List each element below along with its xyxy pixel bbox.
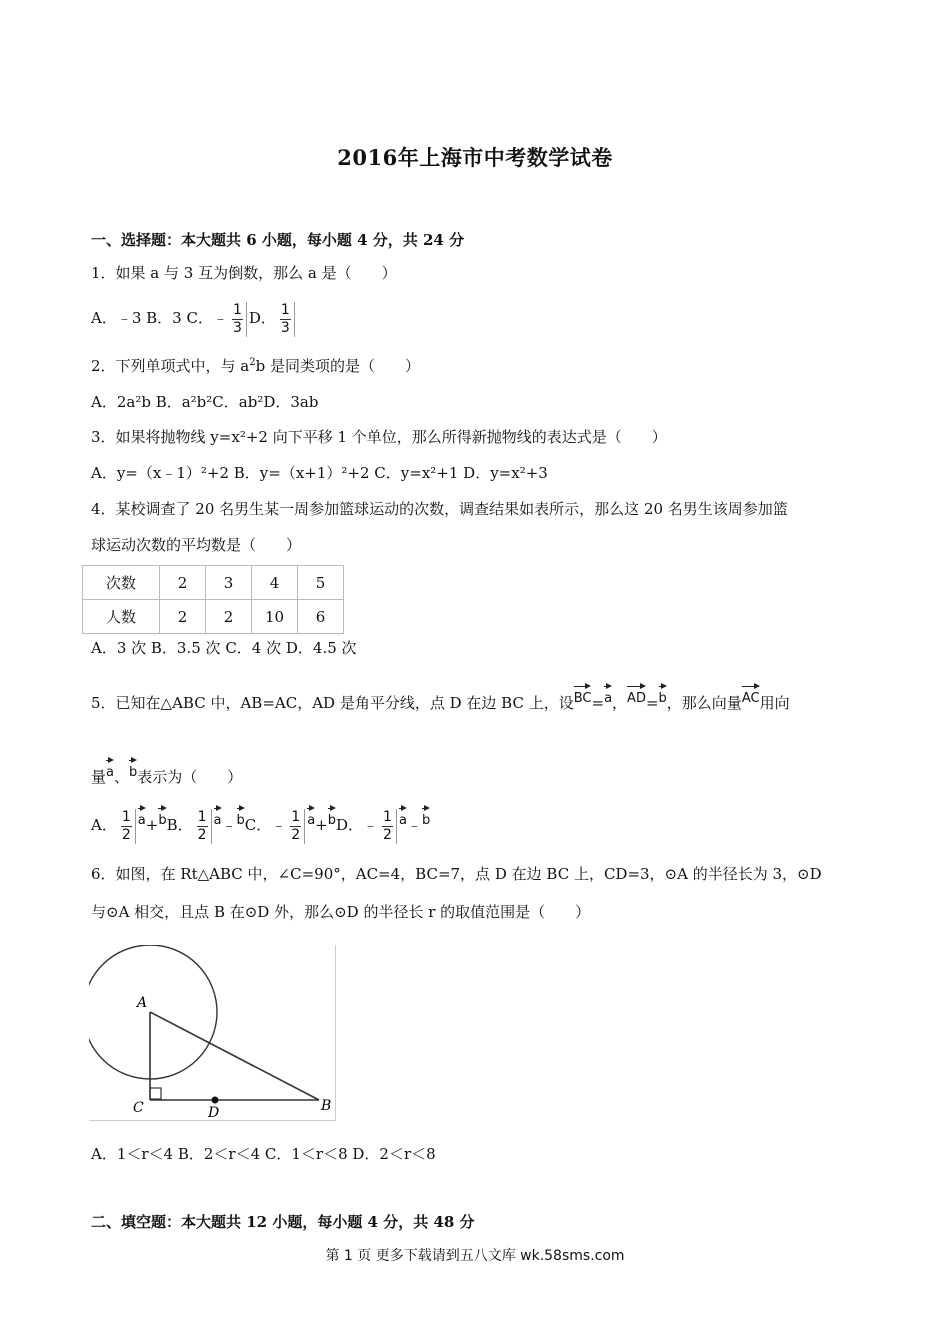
question-2-options: A．2a²b B．a²b²C．ab²D．3ab — [91, 393, 319, 411]
numerator: 1 — [291, 808, 301, 825]
question-1-options — [91, 298, 297, 338]
table-cell: 6 — [298, 600, 344, 634]
label-d: D — [208, 1105, 220, 1120]
equals-sign: = — [591, 694, 605, 712]
numerator: 1 — [232, 301, 242, 318]
question-4-options: A．3 次 B．3.5 次 C．4 次 D．4.5 次 — [91, 639, 357, 657]
fraction-half — [119, 809, 136, 844]
option-d-label: D．﹣ — [336, 816, 379, 834]
section-heading-fill: 二、填空题：本大题共 12 小题，每小题 4 分，共 48 分 — [91, 1213, 475, 1231]
geometry-figure — [89, 945, 336, 1121]
section-heading-choice: 一、选择题：本大题共 6 小题，每小题 4 分，共 24 分 — [91, 231, 465, 249]
q2-text-post: b 是同类项的是（ ） — [255, 357, 421, 375]
vector-a: a — [106, 758, 114, 780]
vector-a: a — [604, 684, 612, 706]
fraction-half — [380, 809, 397, 844]
point-d — [212, 1097, 219, 1104]
q5-text-c: 用向 — [759, 694, 790, 712]
label-c: C — [133, 1100, 144, 1116]
table-row — [83, 566, 344, 600]
question-2-text: 2．下列单项式中，与 $a^2b$ 是同类项的是（ ） — [91, 357, 421, 375]
q2-text-pre: 2．下列单项式中，与 a — [91, 357, 250, 375]
vector-ad: AD — [627, 684, 646, 706]
fraction-half — [288, 809, 305, 844]
question-4-text-line2: 球运动次数的平均数是（ ） — [91, 536, 302, 554]
question-3-options: A．y=（x﹣1）²+2 B．y=（x+1）²+2 C．y=x²+1 D．y=x²+3 — [91, 464, 548, 482]
vector-b: b — [129, 758, 137, 780]
label-a: A — [137, 995, 148, 1011]
plus-sign: + — [315, 816, 328, 834]
vector-b: b — [237, 806, 245, 828]
question-6-options: A．1＜r＜4 B．2＜r＜4 C．1＜r＜8 D．2＜r＜8 — [91, 1145, 436, 1163]
page-footer: 第 1 页 更多下载请到五八文库 wk.58sms.com — [325, 1248, 625, 1264]
vector-bc: BC — [574, 684, 592, 706]
fraction-c — [230, 302, 247, 337]
denominator: 3 — [280, 319, 290, 336]
vector-b: b — [659, 684, 667, 706]
q5-text2-c: 表示为（ ） — [137, 768, 243, 786]
circle-a — [89, 945, 217, 1079]
equals-sign: = — [645, 694, 659, 712]
option-a-label: A． — [91, 816, 117, 834]
vector-a: a — [307, 806, 315, 828]
vector-b: b — [422, 806, 430, 828]
question-6-text-line1: 6．如图，在 Rt△ABC 中，∠C=90°，AC=4，BC=7，点 D 在边 BC 上，CD=3，⊙A 的半径长为 3，⊙D — [91, 865, 822, 883]
comma: ， — [612, 694, 628, 712]
q1-options-text: A．﹣3 B．3 C．﹣ — [91, 309, 228, 327]
table-cell: 2 — [160, 566, 206, 600]
denominator: 2 — [291, 826, 301, 843]
question-5-options — [91, 805, 430, 845]
frequency-table — [82, 565, 344, 634]
triangle-circle-diagram — [89, 945, 335, 1120]
numerator: 1 — [383, 808, 392, 825]
right-angle-mark — [150, 1088, 161, 1099]
q5-text: 5．已知在△ABC 中，AB=AC，AD 是角平分线，点 D 在边 BC 上，设 — [91, 694, 574, 712]
table-cell: 4 — [252, 566, 298, 600]
table-cell: 次数 — [83, 566, 160, 600]
denominator: 2 — [383, 826, 392, 843]
numerator: 1 — [280, 301, 290, 318]
vector-b: b — [158, 806, 166, 828]
vector-a: a — [214, 806, 222, 828]
table-cell: 3 — [206, 566, 252, 600]
q5-text2-b: 、 — [113, 768, 129, 786]
minus-sign: ﹣ — [221, 816, 237, 834]
q5-text2-a: 量 — [91, 768, 107, 786]
question-1-text: 1．如果 a 与 3 互为倒数，那么 a 是（ ） — [91, 264, 397, 282]
page-title: 2016年上海市中考数学试卷 — [337, 145, 613, 170]
label-b: B — [321, 1098, 332, 1114]
question-5-text-line1 — [91, 684, 790, 713]
q5-text-b: ，那么向量 — [666, 694, 742, 712]
numerator: 1 — [197, 808, 207, 825]
table-cell: 5 — [298, 566, 344, 600]
question-3-text: 3．如果将抛物线 y=x²+2 向下平移 1 个单位，那么所得新抛物线的表达式是（ ） — [91, 428, 667, 446]
table-row — [83, 600, 344, 634]
vector-ac: AC — [742, 684, 760, 706]
table-cell: 2 — [160, 600, 206, 634]
denominator: 2 — [197, 826, 207, 843]
segment-ab — [150, 1012, 319, 1100]
question-4-text-line1: 4．某校调查了 20 名男生某一周参加篮球运动的次数，调查结果如表所示，那么这 20 名男生该周参加篮 — [91, 500, 788, 518]
vector-a: a — [138, 806, 146, 828]
option-b-label: B． — [166, 816, 193, 834]
vector-b: b — [328, 806, 336, 828]
plus-sign: + — [145, 816, 159, 834]
table-cell: 人数 — [83, 600, 160, 634]
question-5-text-line2 — [91, 758, 242, 787]
fraction-d — [278, 302, 295, 337]
vector-a: a — [399, 806, 407, 828]
denominator: 2 — [121, 826, 131, 843]
table-cell: 2 — [206, 600, 252, 634]
minus-sign: ﹣ — [406, 816, 422, 834]
question-6-text-line2: 与⊙A 相交，且点 B 在⊙D 外，那么⊙D 的半径长 r 的取值范围是（ ） — [91, 903, 591, 921]
fraction-half — [195, 809, 212, 844]
denominator: 3 — [232, 319, 242, 336]
numerator: 1 — [121, 808, 131, 825]
table-cell: 10 — [252, 600, 298, 634]
option-c-label: C．﹣ — [244, 816, 287, 834]
option-d-label: D． — [248, 309, 276, 327]
